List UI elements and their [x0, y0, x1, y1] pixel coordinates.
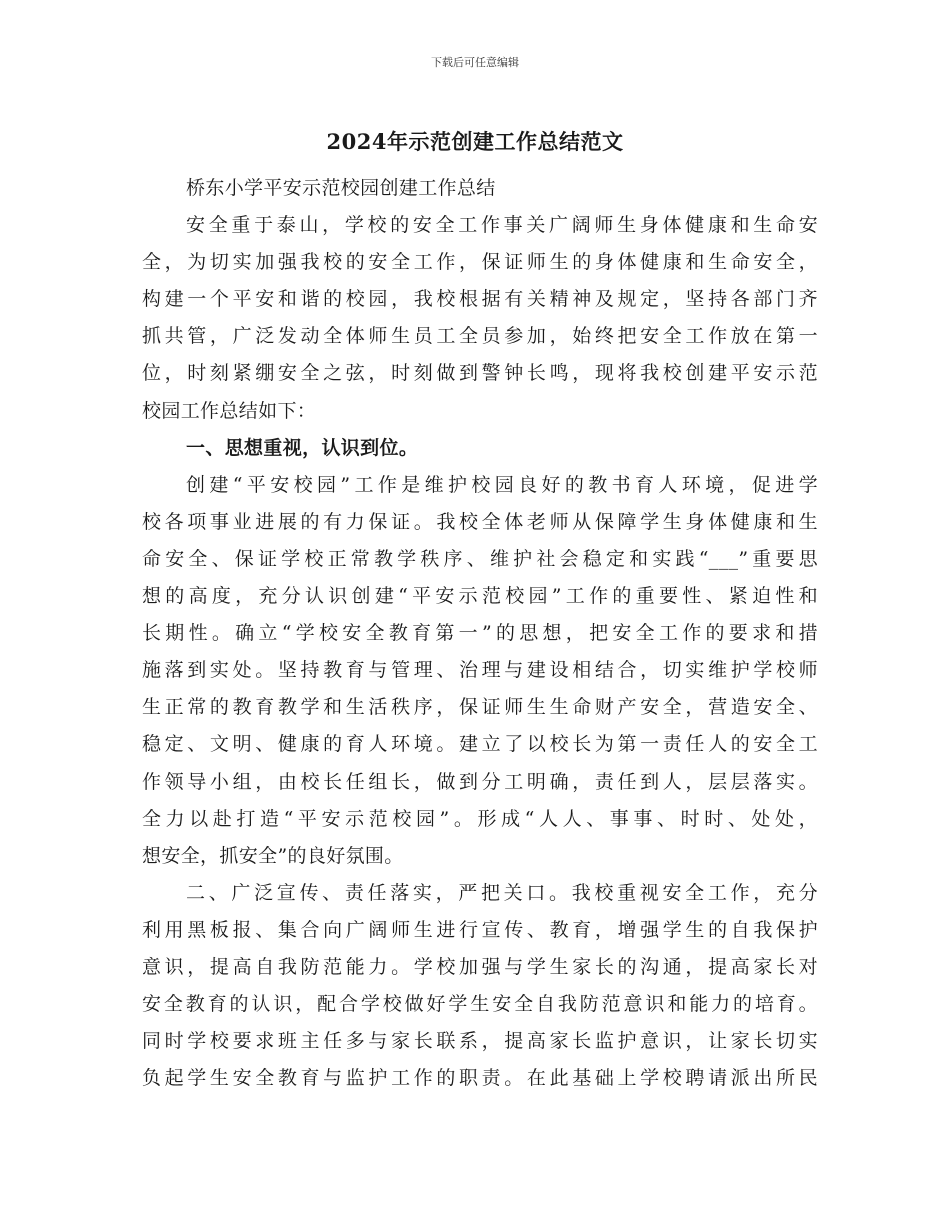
- section-heading: 一、思想重视，认识到位。: [186, 436, 419, 459]
- body-line: 校园工作总结如下：: [142, 399, 317, 422]
- body-line: 施落到实处。坚持教育与管理、治理与建设相结合，切实维护学校师: [142, 659, 818, 682]
- body-line: 想安全，抓安全”的良好氛围。: [142, 844, 404, 867]
- body-line: 创建“平安校园”工作是维护校园良好的教书育人环境，促进学: [186, 473, 818, 496]
- body-line: 长期性。确立“学校安全教育第一”的思想，把安全工作的要求和措: [142, 622, 818, 645]
- body-line: 稳定、文明、健康的育人环境。建立了以校长为第一责任人的安全工: [142, 733, 818, 756]
- body-line: 校各项事业进展的有力保证。我校全体老师从保障学生身体健康和生: [142, 510, 818, 533]
- body-line: 意识，提高自我防范能力。学校加强与学生家长的沟通，提高家长对: [142, 955, 818, 978]
- body-line: 生正常的教育教学和生活秩序，保证师生生命财产安全，营造安全、: [142, 696, 818, 719]
- body-line: 命安全、保证学校正常教学秩序、维护社会稳定和实践“___”重要思: [142, 547, 818, 570]
- body-line: 负起学生安全教育与监护工作的职责。在此基础上学校聘请派出所民: [142, 1067, 818, 1090]
- body-line: 构建一个平安和谐的校园，我校根据有关精神及规定，坚持各部门齐: [142, 288, 818, 311]
- body-line: 想的高度，充分认识创建“平安示范校园”工作的重要性、紧迫性和: [142, 585, 818, 608]
- document-body: [142, 170, 818, 1097]
- page-header-note: 下载后可任意编辑: [431, 56, 519, 69]
- body-line: 同时学校要求班主任多与家长联系，提高家长监护意识，让家长切实: [142, 1030, 818, 1053]
- body-line: 全力以赴打造“平安示范校园”。形成“人人、事事、时时、处处，: [142, 807, 818, 830]
- body-line: 作领导小组，由校长任组长，做到分工明确，责任到人，层层落实。: [142, 770, 818, 793]
- body-line: 全，为切实加强我校的安全工作，保证师生的身体健康和生命安全，: [142, 251, 818, 274]
- body-line: 安全重于泰山，学校的安全工作事关广阔师生身体健康和生命安: [186, 214, 818, 237]
- body-line: 安全教育的认识，配合学校做好学生安全自我防范意识和能力的培育。: [142, 993, 818, 1016]
- body-line: 位，时刻紧绷安全之弦，时刻做到警钟长鸣，现将我校创建平安示范: [142, 362, 818, 385]
- body-line: 桥东小学平安示范校园创建工作总结: [186, 177, 496, 199]
- body-line: 利用黑板报、集合向广阔师生进行宣传、教育，增强学生的自我保护: [142, 918, 818, 941]
- document-title: 2024年示范创建工作总结范文: [326, 129, 624, 154]
- body-line: 抓共管，广泛发动全体师生员工全员参加，始终把安全工作放在第一: [142, 325, 818, 348]
- body-line: 二、广泛宣传、责任落实，严把关口。我校重视安全工作，充分: [186, 881, 818, 904]
